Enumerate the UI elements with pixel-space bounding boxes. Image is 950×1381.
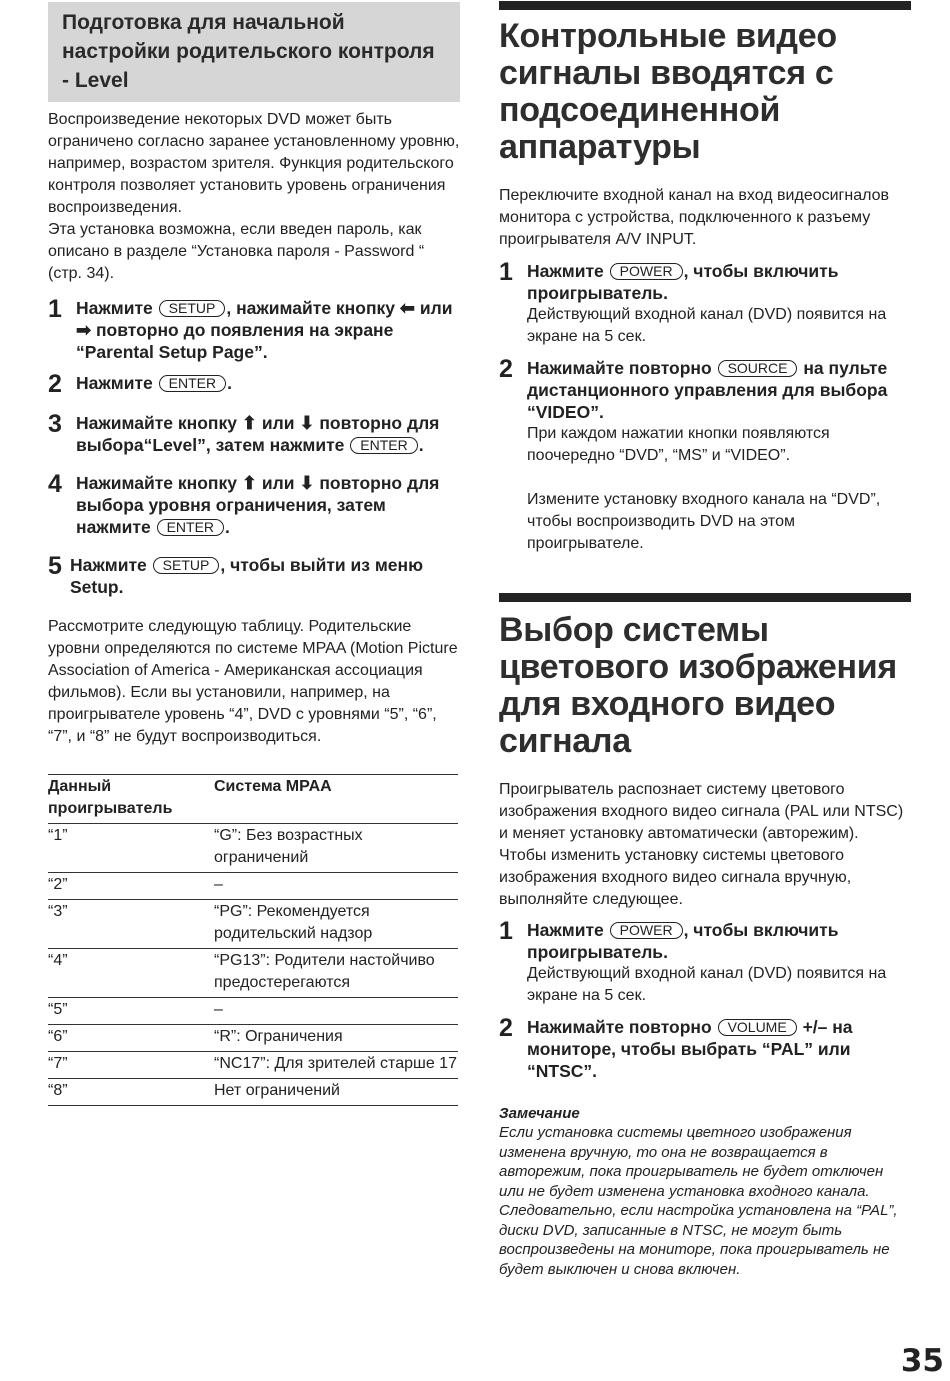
step-number: 4 xyxy=(48,470,62,498)
table-row: “5” – xyxy=(48,998,458,1025)
setup-key: SETUP xyxy=(153,557,220,574)
section-intro: Проигрыватель распознает систему цветового изображения входного видео сигнала (PAL или NTSC) и меняет установку автоматически (авторежим). xyxy=(499,781,904,842)
section-heading: Подготовка для начальной настройки родительского контроля - Level xyxy=(62,11,435,92)
left-column xyxy=(48,0,460,1106)
page-number: 35 xyxy=(900,1343,944,1379)
intro-paragraph: Воспроизведение некоторых DVD может быть ограничено согласно заранее установленному уровню, например, возрастом зрителя. Функция родительского контроля позволяет установить уровень ограничения воспроизведения. xyxy=(48,111,460,216)
left-arrow-icon: ⬅ xyxy=(399,298,415,318)
step-description: Действующий входной канал (DVD) появится на экране на 5 сек. xyxy=(527,306,887,345)
enter-key: ENTER xyxy=(157,519,224,536)
power-key: POWER xyxy=(610,263,683,280)
section-title: Контрольные видео сигналы вводятся с подсоединенной аппаратуры xyxy=(499,17,837,166)
step-number: 5 xyxy=(48,552,62,580)
step-number: 2 xyxy=(499,1014,513,1042)
step-description-2: Измените установку входного канала на “DVD”, чтобы воспроизводить DVD на этом проигрывателе. xyxy=(527,491,881,552)
table-row: “1” “G”: Без возрастных ограничений xyxy=(48,824,458,873)
table-row: “7” “NC17”: Для зрителей старше 17 xyxy=(48,1052,458,1079)
intro-paragraph-2: Эта установка возможна, если введен пароль, как описано в разделе “Установка пароля - Password “ (стр. 34). xyxy=(48,221,425,282)
enter-key: ENTER xyxy=(350,437,417,454)
table-row: “8” Нет ограничений xyxy=(48,1079,458,1106)
step-2: 2 Нажимайте повторно SOURCE на пульте дистанционного управления для выбора “VIDEO”. При каждом нажатии кнопки появляются поочередно “DVD”, “MS” и “VIDEO”. Измените установку входного канала на “DVD”, чтобы воспроизводить DVD на этом проигрывателе. xyxy=(499,357,911,555)
step-1: 1 Нажмите SETUP , нажимайте кнопку ⬅ или ➡ повторно до появления на экране “Parental Setup Page”. xyxy=(48,295,453,362)
table-row: “6” “R”: Ограничения xyxy=(48,1025,458,1052)
table-row: “3” “PG”: Рекомендуется родительский надзор xyxy=(48,900,458,949)
power-key: POWER xyxy=(610,922,683,939)
step-3: 3 Нажимайте кнопку ⬆ или ⬇ повторно для выбора“Level”, затем нажмите ENTER . xyxy=(48,410,440,455)
step-number: 2 xyxy=(48,370,62,398)
step-1: 1 Нажмите POWER , чтобы включить проигрыватель. Действующий входной канал (DVD) появится на экране на 5 сек. xyxy=(499,260,911,348)
setup-key: SETUP xyxy=(159,300,226,317)
right-arrow-icon: ➡ xyxy=(76,320,92,340)
section-heading-box xyxy=(48,2,460,102)
step-description: При каждом нажатии кнопки появляются поочередно “DVD”, “MS” и “VIDEO”. xyxy=(527,425,830,464)
step-1: 1 Нажмите POWER , чтобы включить проигрыватель. Действующий входной канал (DVD) появится на экране на 5 сек. xyxy=(499,919,911,1007)
table-row: “2” – xyxy=(48,873,458,900)
parental-levels-table xyxy=(48,774,458,1106)
up-arrow-icon: ⬆ xyxy=(241,473,257,493)
step-number: 1 xyxy=(499,917,513,945)
step-number: 1 xyxy=(48,295,62,323)
section-rule xyxy=(499,1,911,10)
up-arrow-icon: ⬆ xyxy=(241,413,257,433)
step-4: 4 Нажимайте кнопку ⬆ или ⬇ повторно для выбора уровня ограничения, затем нажмите ENTER . xyxy=(48,470,440,537)
note-body: Если установка системы цветного изображения изменена вручную, то она не возвращается в авторежим, пока проигрыватель не будет отключен или не будет изменена установка входного канала. Следовательно, если настройка установлена на “PAL”, диски DVD, записанные в NTSC, не могут быть воспроизведены на мониторе, пока проигрыватель не будет выключен и снова включен. xyxy=(499,1124,898,1278)
source-key: SOURCE xyxy=(718,360,798,377)
down-arrow-icon: ⬇ xyxy=(299,413,315,433)
section-intro-2: Чтобы изменить установку системы цветового изображения входного видео сигнала вручную, выполняйте следующее. xyxy=(499,847,852,908)
table-header: Данный проигрыватель xyxy=(48,778,173,817)
step-description: Действующий входной канал (DVD) появится на экране на 5 сек. xyxy=(527,965,887,1004)
table-header: Система MPAA xyxy=(214,778,332,795)
step-number: 3 xyxy=(48,410,62,438)
right-column xyxy=(499,0,911,1279)
step-5: 5 Нажмите SETUP , чтобы выйти из меню Setup. xyxy=(48,552,424,597)
step-number: 2 xyxy=(499,355,513,383)
step-2: 2 Нажимайте повторно VOLUME +/– на мониторе, чтобы выбрать “PAL” или “NTSC”. xyxy=(499,1014,853,1081)
volume-key: VOLUME xyxy=(718,1019,797,1036)
mpaa-paragraph: Рассмотрите следующую таблицу. Родительские уровни определяются по системе MPAA (Motion Picture Association of America - Американская ассоциация фильмов). Если вы установили, например, на проигрывателе уровень “4”, DVD с уровнями “5”, “6”, “7”, и “8” не будут воспроизводиться. xyxy=(48,618,458,745)
table-row: “4” “PG13”: Родители настойчиво предостерегаются xyxy=(48,949,458,998)
enter-key: ENTER xyxy=(159,375,226,392)
note-title: Замечание xyxy=(499,1105,580,1122)
step-2: 2 Нажмите ENTER . xyxy=(48,370,232,398)
down-arrow-icon: ⬇ xyxy=(299,473,315,493)
section-title: Выбор системы цветового изображения для входного видео сигнала xyxy=(499,611,897,760)
section-intro: Переключите входной канал на вход видеосигналов монитора с устройства, подключенного к разъему проигрывателя A/V INPUT. xyxy=(499,187,890,248)
section-rule xyxy=(499,593,911,602)
table-header-row xyxy=(48,775,458,824)
step-number: 1 xyxy=(499,258,513,286)
